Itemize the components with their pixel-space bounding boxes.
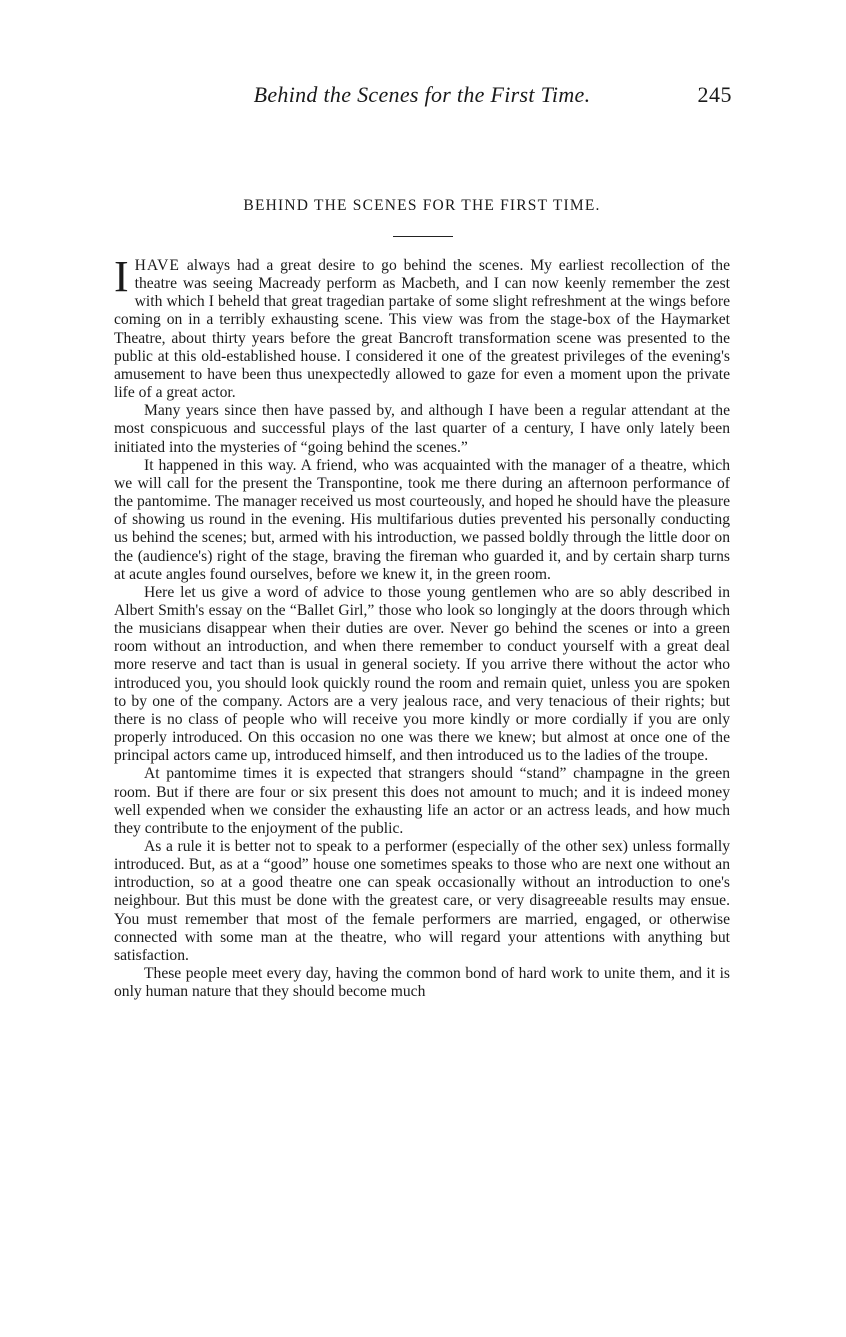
paragraph-1 [114,252,730,402]
article-title: BEHIND THE SCENES FOR THE FIRST TIME. [243,197,601,214]
paragraph-1-text: always had a great desire to go behind the scenes. My earliest recollection of the theatre was seeing Macready perform as Macbeth, and I can now keenly remember the zest with which I beheld that great tragedian partake of some slight refreshment at the wings before coming on in a terribly exhausting scene. This view was from the stage-box of the Haymarket Theatre, about thirty years before the great Bancroft transformation scene was presented to the public at this old-established house. I considered it one of the greatest privileges of the evening's amusement to have been thus unexpectedly allowed to gaze for even a moment upon the private life of a great actor. [114,257,730,402]
running-title: Behind the Scenes for the First Time. [253,82,591,107]
article-body [114,252,730,1001]
first-word-rest: HAVE [134,257,180,274]
paragraph-6: As a rule it is better not to speak to a performer (especially of the other sex) unless formally introduced. But, as at a “good” house one sometimes speaks to those who are next one without an introduction, so at a good theatre one can speak occasionally without an introduction to one's neighbour. But this must be done with the greatest care, or very disagreeable results may ensue. You must remember that most of the female performers are married, engaged, or otherwise connected with some man at the theatre, who will regard your attentions with anything but satisfaction. [114,838,730,964]
paragraph-2: Many years since then have passed by, and although I have been a regular attendant at the most conspicuous and successful plays of the last quarter of a century, I have only lately been initiated into the mysteries of “going behind the scenes.” [114,402,730,456]
paragraph-3: It happened in this way. A friend, who was acquainted with the manager of a theatre, which we will call for the present the Transpontine, took me there during an afternoon performance of the pantomime. The manager received us most courteously, and hoped he should have the pleasure of showing us round in the evening. His multifarious duties prevented his personally conducting us behind the scenes; but, armed with his introduction, we passed boldly through the little door on the (audience's) right of the stage, braving the fireman who guarded it, and by certain sharp turns at acute angles found ourselves, before we knew it, in the green room. [114,456,730,583]
paragraph-5: At pantomime times it is expected that strangers should “stand” champagne in the green room. But if there are four or six present this does not amount to much; and it is indeed money well expended when we consider the exhausting life an actor or an actress leads, and how much they contribute to the enjoyment of the public. [114,765,730,837]
paragraph-7: These people meet every day, having the common bond of hard work to unite them, and it is only human nature that they should become much [114,965,730,1001]
page-number: 245 [697,82,732,107]
paragraph-4: Here let us give a word of advice to those young gentlemen who are so ably described in Albert Smith's essay on the “Ballet Girl,” those who look so longingly at the doors through which the musicians disappear when their duties are over. Never go behind the scenes or into a green room without an introduction, and when there remember to conduct yourself with a great deal more reserve and tact than is usual in general society. If you arrive there without the actor who introduced you, you should look quickly round the room and remain quiet, unless you are spoken to by one of the company. Actors are a very jealous race, and very tenacious of their rights; but there is no class of people who will receive you more kindly or more cordially if you are only properly introduced. On this occasion no one was there we knew; but almost at once one of the principal actors came up, introduced himself, and then introduced us to the ladies of the troupe. [114,583,730,765]
drop-cap: I [114,252,129,301]
title-rule [393,236,453,237]
running-head [112,78,732,112]
